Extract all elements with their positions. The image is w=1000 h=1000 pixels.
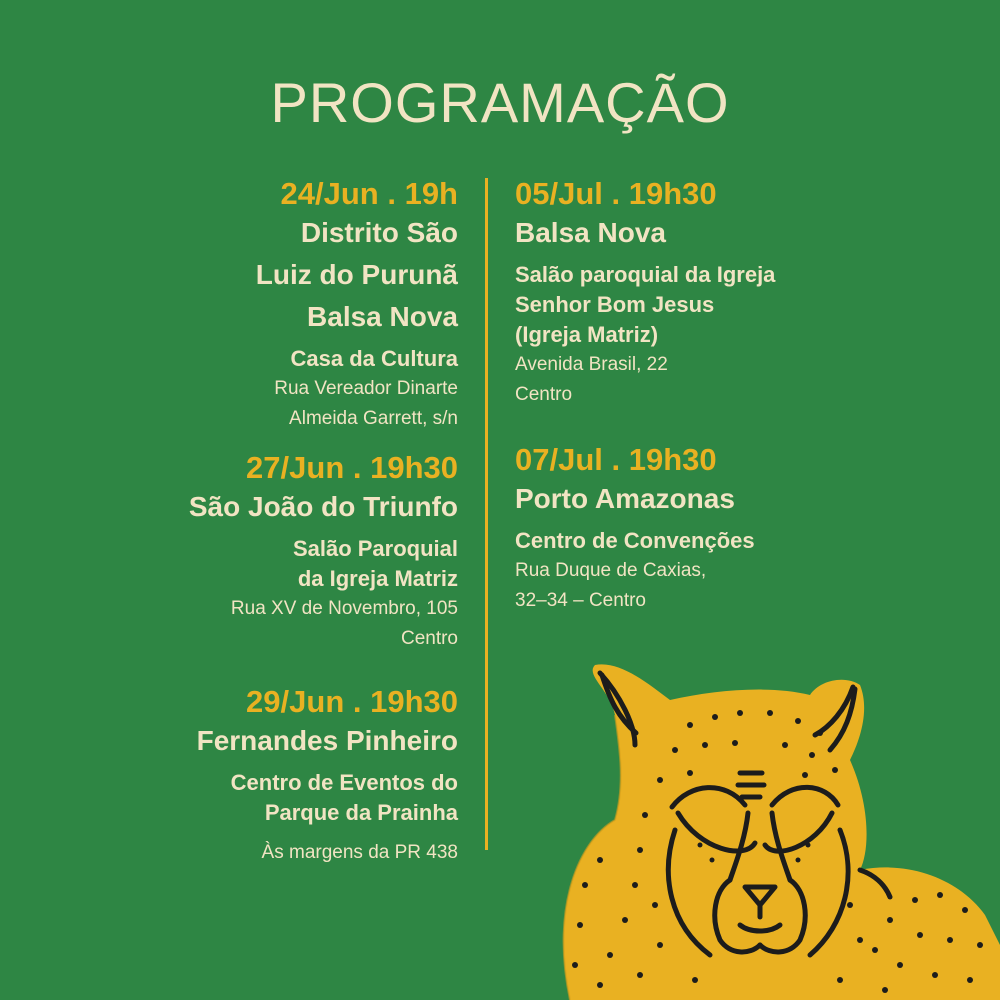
- event-date: 29/Jun . 19h30: [246, 684, 458, 719]
- event-date: 07/Jul . 19h30: [515, 442, 717, 477]
- event-card: [256, 176, 458, 434]
- column-divider: [485, 178, 488, 850]
- event-venue: Centro de Convenções: [515, 528, 755, 553]
- event-city: Balsa Nova: [307, 301, 458, 332]
- event-date: 27/Jun . 19h30: [246, 450, 458, 485]
- event-venue: (Igreja Matriz): [515, 322, 659, 347]
- event-date: 24/Jun . 19h: [280, 176, 458, 211]
- event-city: Balsa Nova: [515, 217, 666, 248]
- event-address: Centro: [515, 384, 573, 405]
- event-address: Rua XV de Novembro, 105: [230, 598, 458, 619]
- event-card: [515, 442, 755, 616]
- event-city: Distrito São: [300, 217, 458, 248]
- event-address: Avenida Brasil, 22: [515, 354, 668, 375]
- event-address: Centro: [400, 628, 458, 649]
- event-address: Rua Vereador Dinarte: [274, 378, 458, 399]
- event-city: Porto Amazonas: [515, 483, 735, 514]
- jaguar-illustration: [540, 655, 1000, 1000]
- event-address: 32–34 – Centro: [515, 590, 646, 611]
- event-venue: Salão paroquial da Igreja: [515, 262, 776, 287]
- event-venue: Casa da Cultura: [290, 346, 458, 371]
- event-card: [515, 176, 775, 410]
- event-venue: da Igreja Matriz: [297, 566, 458, 591]
- event-card: [189, 450, 458, 654]
- event-city: São João do Triunfo: [188, 491, 458, 522]
- event-date: 05/Jul . 19h30: [515, 176, 717, 211]
- event-city: Fernandes Pinheiro: [196, 725, 458, 756]
- event-venue: Centro de Eventos do: [230, 770, 458, 795]
- page-title: PROGRAMAÇÃO: [270, 71, 730, 134]
- event-address: Às margens da PR 438: [261, 842, 458, 863]
- event-city: Luiz do Purunã: [255, 259, 458, 290]
- event-address: Rua Duque de Caxias,: [515, 560, 707, 581]
- event-venue: Salão Paroquial: [292, 536, 458, 561]
- event-card: [197, 684, 458, 868]
- event-venue: Senhor Bom Jesus: [515, 292, 715, 317]
- event-address: Almeida Garrett, s/n: [289, 408, 458, 429]
- event-venue: Parque da Prainha: [264, 800, 458, 825]
